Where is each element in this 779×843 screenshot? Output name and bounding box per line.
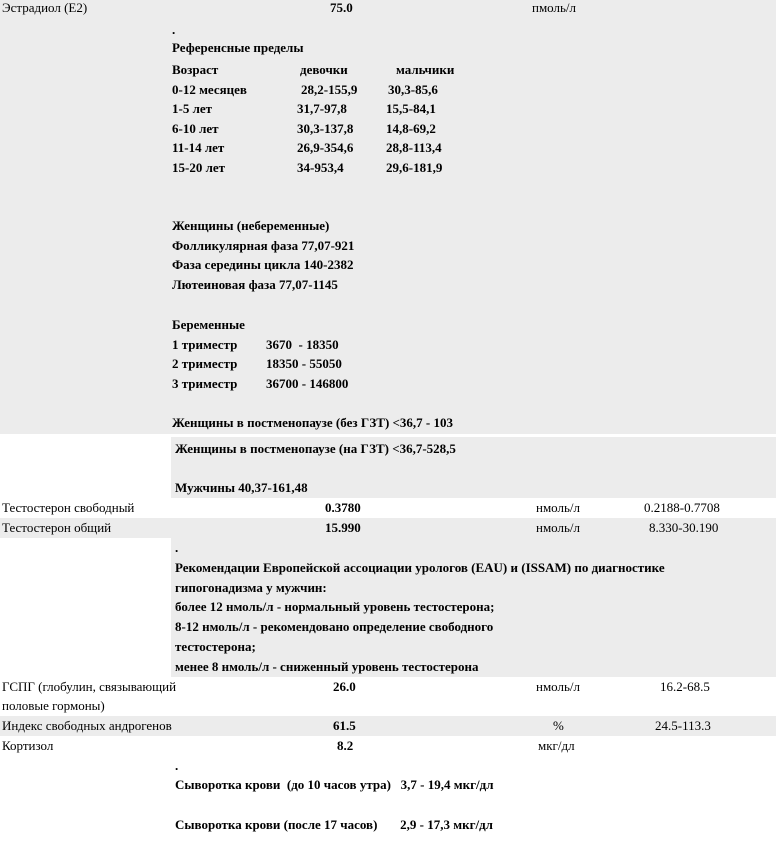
testosterone-free-unit: нмоль/л	[536, 500, 581, 515]
cortisol-dot: .	[175, 758, 179, 773]
ref-table-row	[172, 119, 492, 139]
estradiol-value: 75.0	[330, 0, 353, 15]
estradiol-ref-table	[172, 60, 492, 177]
ref-boys: 14,8-69,2	[386, 120, 436, 136]
ref-age: 6-10 лет	[172, 120, 219, 136]
cortisol-morning-ref: Сыворотка крови (до 10 часов утра) 3,7 - 19,4 мкг/дл	[175, 777, 494, 792]
trimester-range: 18350 - 55050	[266, 356, 342, 372]
note-line: Рекомендации Европейской ассоциации урологов (EAU) и (ISSAM) по диагностике	[175, 560, 665, 575]
ref-girls: 31,7-97,8	[297, 101, 347, 116]
ref-table-row	[172, 138, 492, 158]
shbg-unit: нмоль/л	[536, 679, 581, 694]
ref-girls: 28,2-155,9	[301, 81, 358, 97]
shbg-name-line1: ГСПГ (глобулин, связывающий	[2, 679, 177, 694]
ref-girls: 26,9-354,6	[297, 140, 354, 155]
estradiol-pregnant-section	[172, 315, 348, 394]
trimester-label: 1 триместр	[172, 336, 238, 352]
testosterone-total-value: 15.990	[325, 520, 361, 535]
trimester-range: 3670 - 18350	[266, 336, 339, 352]
ref-header-boys: мальчики	[396, 62, 455, 77]
women-phase-line: Фаза середины цикла 140-2382	[172, 257, 354, 273]
trimester-label: 2 триместр	[172, 356, 238, 372]
estradiol-name: Эстрадиол (E2)	[2, 0, 88, 15]
fai-value: 61.5	[333, 718, 356, 733]
postmenopause-no-hrt: Женщины в постменопаузе (без ГЗТ) <36,7 - 103	[172, 415, 454, 430]
pregnant-title: Беременные	[172, 317, 245, 332]
trimester-row	[172, 335, 348, 355]
ref-header-age: Возраст	[172, 62, 219, 77]
ref-header-girls: девочки	[300, 62, 348, 77]
ref-age: 15-20 лет	[172, 159, 226, 175]
ref-table-row	[172, 158, 492, 178]
note-line: более 12 нмоль/л - нормальный уровень тестостерона;	[175, 599, 495, 615]
ref-girls: 30,3-137,8	[297, 120, 354, 136]
cortisol-value: 8.2	[337, 738, 354, 753]
trimester-range: 36700 - 146800	[266, 376, 349, 392]
fai-name: Индекс свободных андрогенов	[2, 718, 172, 733]
note-line: гипогонадизма у мужчин:	[175, 579, 327, 595]
fai-unit: %	[553, 718, 564, 733]
trimester-row	[172, 354, 348, 374]
note-line: тестостерона;	[175, 638, 256, 654]
testosterone-free-ref: 0.2188-0.7708	[644, 500, 720, 515]
women-phase-line: Фолликулярная фаза 77,07-921	[172, 237, 355, 253]
estradiol-women-section	[172, 216, 354, 295]
ref-table-row	[172, 99, 492, 119]
shbg-value: 26.0	[333, 679, 356, 694]
estradiol-unit: пмоль/л	[532, 0, 577, 15]
testosterone-total-unit: нмоль/л	[536, 520, 581, 535]
ref-girls: 34-953,4	[297, 159, 344, 175]
cortisol-unit: мкг/дл	[538, 738, 575, 753]
women-phase-line: Лютеиновая фаза 77,07-1145	[172, 277, 338, 293]
testosterone-free-name: Тестостерон свободный	[2, 500, 135, 515]
note-line: 8-12 нмоль/л - рекомендовано определение свободного	[175, 619, 494, 635]
ref-boys: 30,3-85,6	[388, 81, 438, 97]
fai-ref: 24.5-113.3	[655, 718, 711, 733]
women-title: Женщины (небеременные)	[172, 218, 330, 233]
shbg-name-line2: половые гормоны)	[2, 698, 105, 713]
ref-table-header	[172, 60, 492, 80]
estradiol-dot: .	[172, 22, 176, 37]
trimester-row	[172, 374, 348, 394]
ref-boys: 29,6-181,9	[386, 159, 443, 175]
ref-age: 11-14 лет	[172, 140, 225, 155]
ref-age: 1-5 лет	[172, 101, 213, 116]
testosterone-free-value: 0.3780	[325, 500, 361, 515]
estradiol-ref-title: Референсные пределы	[172, 40, 304, 55]
ref-boys: 28,8-113,4	[386, 140, 442, 155]
shbg-ref: 16.2-68.5	[660, 679, 710, 694]
ref-age: 0-12 месяцев	[172, 81, 247, 97]
trimester-label: 3 триместр	[172, 376, 238, 392]
note-line: менее 8 нмоль/л - сниженный уровень тестостерона	[175, 658, 479, 674]
testosterone-total-name: Тестостерон общий	[2, 520, 112, 535]
cortisol-evening-ref: Сыворотка крови (после 17 часов) 2,9 - 17,3 мкг/дл	[175, 817, 493, 832]
testosterone-recommendation-note	[175, 558, 665, 676]
ref-table-row	[172, 80, 492, 100]
testosterone-note-dot: .	[175, 540, 179, 555]
men-range: Мужчины 40,37-161,48	[175, 480, 308, 495]
cortisol-name: Кортизол	[2, 738, 54, 753]
postmenopause-hrt: Женщины в постменопаузе (на ГЗТ) <36,7-528,5	[175, 441, 456, 456]
ref-boys: 15,5-84,1	[386, 101, 436, 116]
testosterone-total-ref: 8.330-30.190	[649, 520, 719, 535]
